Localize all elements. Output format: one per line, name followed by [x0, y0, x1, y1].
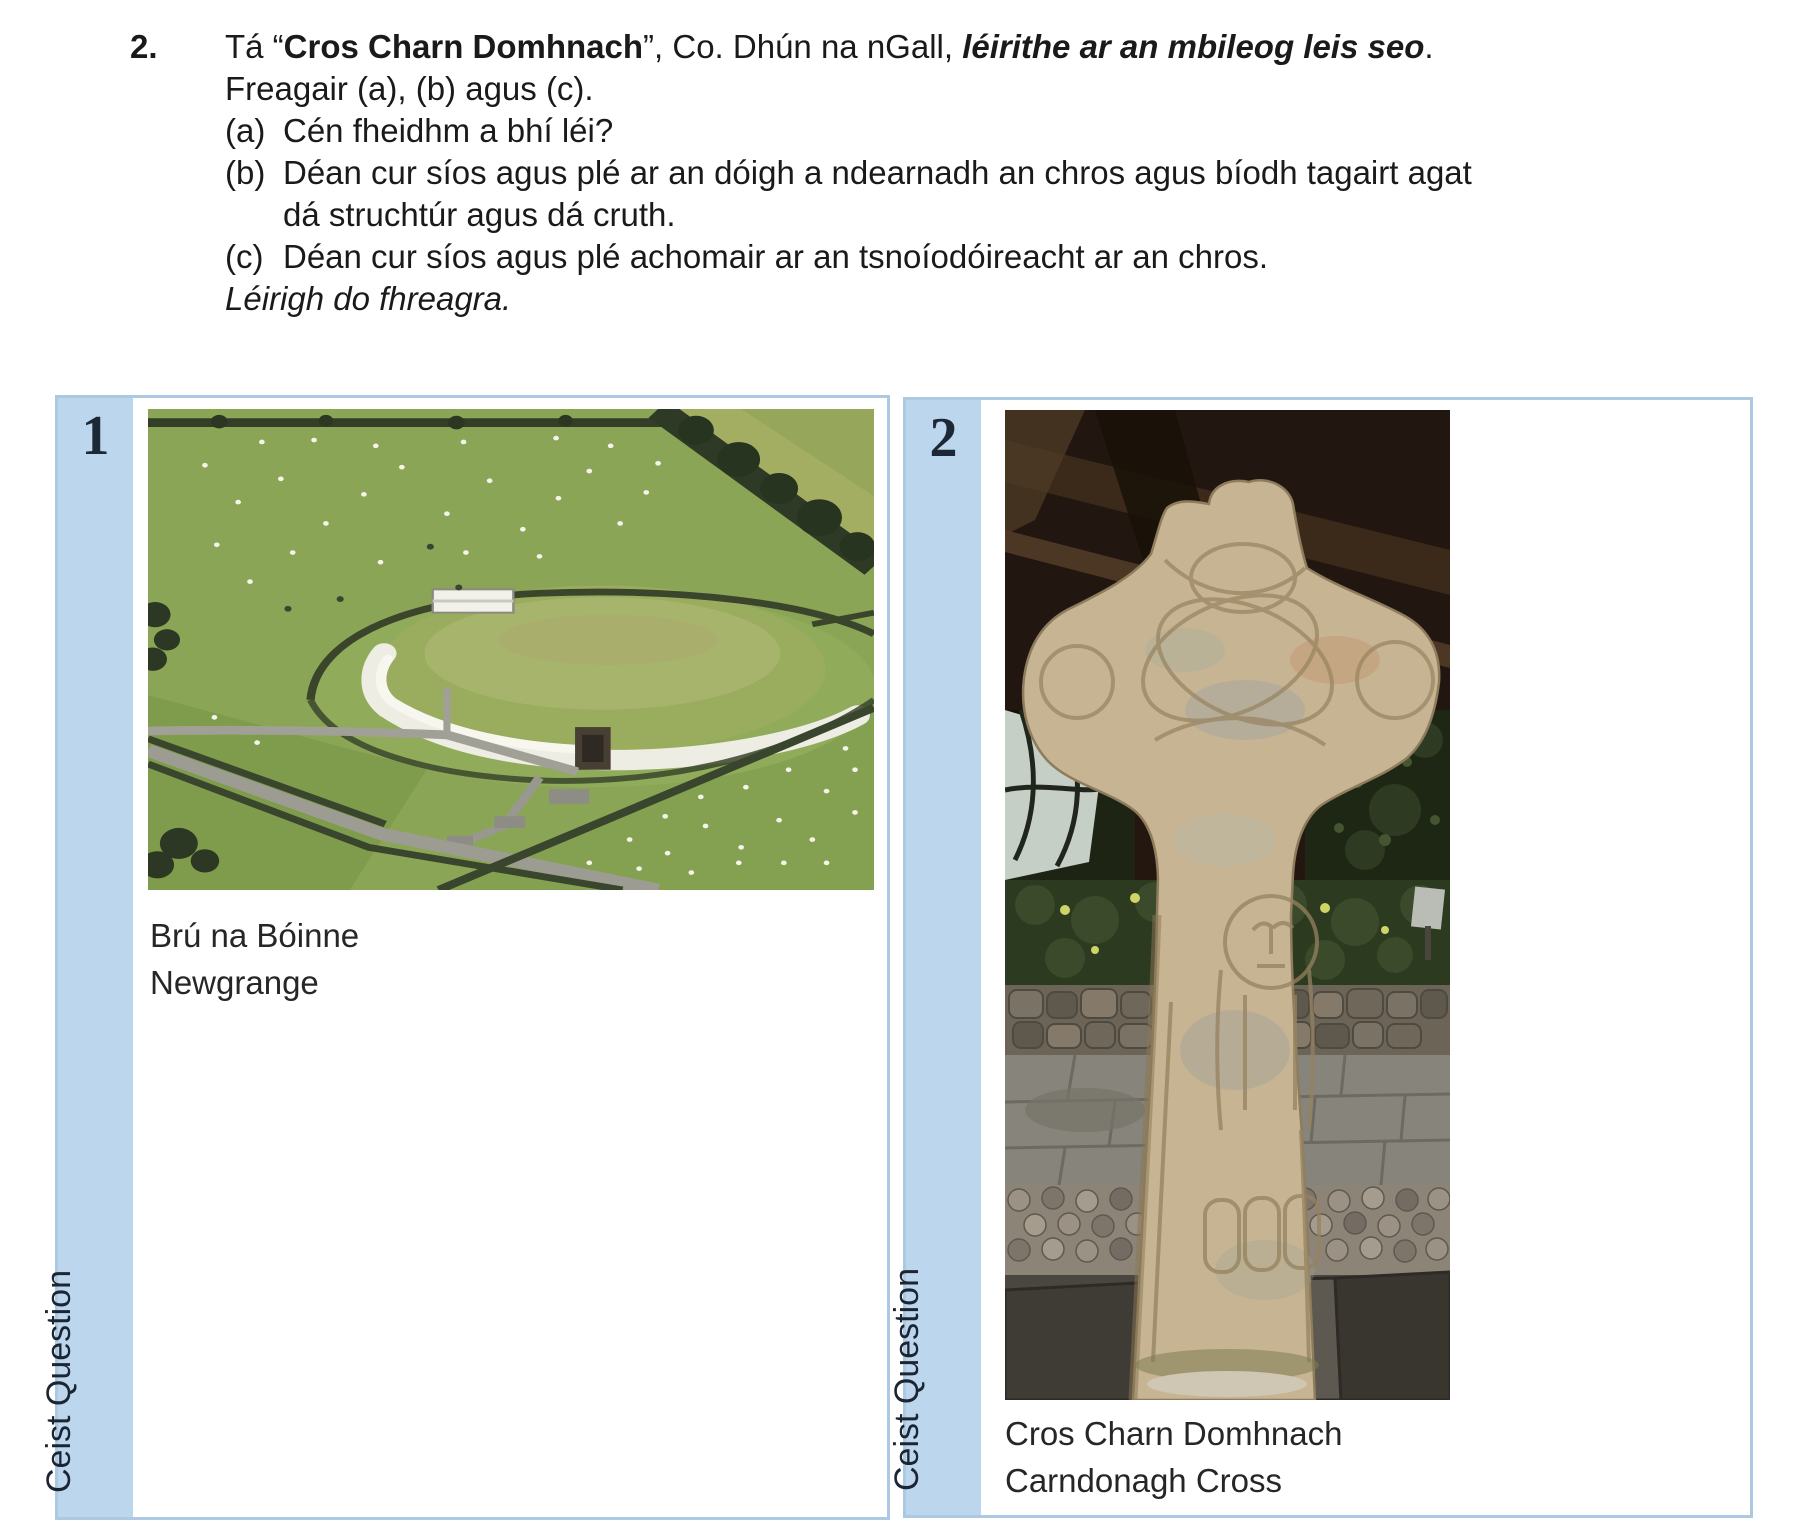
item-b-label: (b) — [225, 154, 266, 191]
card2-caption — [1005, 1410, 1342, 1504]
item-c-label: (c) — [225, 238, 264, 275]
intro-end: . — [1424, 28, 1434, 65]
card-newgrange — [40, 395, 890, 1520]
card2-number: 2 — [929, 407, 958, 469]
question-number: 2. — [130, 28, 158, 65]
card2-caption-irish: Cros Charn Domhnach — [1005, 1415, 1343, 1452]
card-carndonagh — [888, 397, 1753, 1518]
card1-caption — [150, 912, 359, 1006]
item-b-text-line1: Déan cur síos agus plé ar an dóigh a ndearnadh an chros agus bíodh tagairt agat — [283, 154, 1472, 191]
card1-caption-english: Newgrange — [150, 964, 319, 1001]
item-a-text: Cén fheidhm a bhí léi? — [283, 112, 614, 149]
question-item-c — [225, 236, 1472, 278]
intro-bold-italic: léirithe ar an mbileog leis seo — [962, 28, 1425, 65]
question-block — [130, 26, 1690, 320]
closing-instruction: Léirigh do fhreagra. — [225, 280, 512, 317]
card2-caption-english: Carndonagh Cross — [1005, 1462, 1282, 1499]
question-body — [225, 26, 1472, 320]
item-a-label: (a) — [225, 112, 266, 149]
question-item-b — [225, 152, 1472, 236]
card2-side-label: Ceist Question — [888, 1268, 926, 1491]
question-item-a — [225, 110, 1472, 152]
answer-instruction: Freagair (a), (b) agus (c). — [225, 70, 594, 107]
card1-side-label: Ceist Question — [40, 1270, 78, 1493]
intro-bold-title: Cros Charn Domhnach — [283, 28, 644, 65]
item-c-text: Déan cur síos agus plé achomair ar an tsnoíodóireacht ar an chros. — [283, 238, 1269, 275]
carndonagh-cross-photo — [1005, 410, 1450, 1400]
intro-mid: ”, Co. Dhún na nGall, — [643, 28, 963, 65]
intro-pre: Tá “ — [225, 28, 284, 65]
card1-caption-irish: Brú na Bóinne — [150, 917, 360, 954]
question-intro-line — [225, 26, 1472, 68]
item-b-text-line2: dá struchtúr agus dá cruth. — [283, 196, 676, 233]
newgrange-aerial-photo — [148, 409, 874, 890]
item-b-text — [283, 152, 1472, 236]
card1-number: 1 — [81, 405, 110, 467]
